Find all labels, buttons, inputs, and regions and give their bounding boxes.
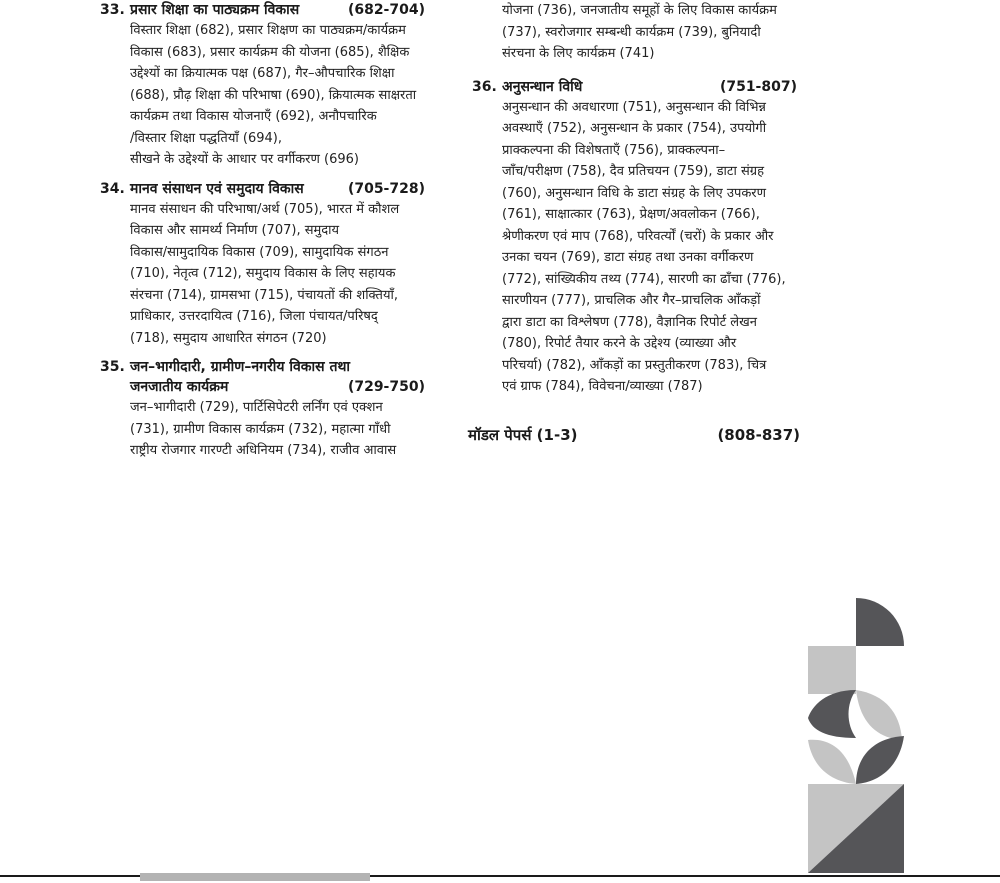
description-line: प्राक्कल्पना की विशेषताएँ (756), प्राक्कल्पना– <box>502 142 726 158</box>
entry-number: 35. <box>100 359 125 375</box>
entry-page-range: (682-704) <box>347 2 425 18</box>
description-line: (710), नेतृत्व (712), समुदाय विकास के लिए सहायक <box>130 266 396 281</box>
dark-leaf-lower <box>856 736 904 784</box>
light-leaf-lower <box>808 740 856 784</box>
model-papers-entry[interactable] <box>468 424 800 446</box>
description-line: (761), साक्षात्कार (763), प्रेक्षण/अवलोकन (766), <box>502 207 760 222</box>
description-line: (737), स्वरोजगार सम्बन्धी कार्यक्रम (739), बुनियादी <box>502 24 761 40</box>
description-line: (731), ग्रामीण विकास कार्यक्रम (732), महात्मा गाँधी <box>130 421 391 437</box>
entry-heading[interactable] <box>100 179 445 199</box>
description-line: (718), समुदाय आधारित संगठन (720) <box>130 330 327 346</box>
description-line: द्वारा डाटा का विश्लेषण (778), वैज्ञानिक रिपोर्ट लेखन <box>502 314 757 330</box>
description-line: संरचना (714), ग्रामसभा (715), पंचायतों की शक्तियाँ, <box>130 287 398 303</box>
description-line: विकास और सामर्थ्य निर्माण (707), समुदाय <box>130 223 340 238</box>
description-line: (760), अनुसन्धान विधि के डाटा संग्रह के लिए उपकरण <box>502 185 767 201</box>
left-column <box>100 0 445 470</box>
description-line: अवस्थाएँ (752), अनुसन्धान के प्रकार (754), उपयोगी <box>502 121 767 136</box>
description-line: विकास (683), प्रसार कार्यक्रम की योजना (685), शैक्षिक <box>130 44 410 60</box>
model-papers-title: मॉडल पेपर्स (1-3) <box>468 426 578 444</box>
dark-quarter-circle <box>856 598 904 646</box>
entry-heading[interactable] <box>472 77 817 97</box>
entry-page-range: (729-750) <box>347 379 425 395</box>
entry-title: प्रसार शिक्षा का पाठ्यक्रम विकास <box>130 2 300 18</box>
toc-entry-34 <box>100 179 445 350</box>
description-line: श्रेणीकरण एवं माप (768), परिवर्त्यों (चरों) के प्रकार और <box>502 228 774 244</box>
description-line: परिचर्या) (782), आँकड़ों का प्रस्तुतीकरण (783), चित्र <box>502 357 767 373</box>
description-line: संरचना के लिए कार्यक्रम (741) <box>502 46 655 61</box>
description-line: विस्तार शिक्षा (682), प्रसार शिक्षण का पाठ्यक्रम/कार्यक्रम <box>130 23 406 38</box>
entry-title: मानव संसाधन एवं समुदाय विकास <box>130 180 304 197</box>
entry-heading[interactable] <box>100 0 445 20</box>
description-line: जन–भागीदारी (729), पार्टिसिपेटरी लर्निंग एवं एक्शन <box>130 400 383 415</box>
description-line: (688), प्रौढ़ शिक्षा की परिभाषा (690), क्रियात्मक साक्षरता <box>130 87 417 103</box>
entry-heading[interactable] <box>100 357 445 397</box>
entry-title: जन–भागीदारी, ग्रामीण–नगरीय विकास तथा <box>130 359 351 375</box>
description-line: (772), सांख्यिकीय तथ्य (774), सारणी का ढाँचा (776), <box>502 271 786 287</box>
toc-entry-33 <box>100 0 445 171</box>
description-line: उनका चयन (769), डाटा संग्रह तथा उनका वर्गीकरण <box>502 250 754 265</box>
description-line: प्राधिकार, उत्तरदायित्व (716), जिला पंचायत/परिषद् <box>130 309 378 324</box>
description-line: कार्यक्रम तथा विकास योजनाएँ (692), अनौपचारिक <box>130 109 377 124</box>
entry-number: 33. <box>100 2 125 18</box>
entry-number: 34. <box>100 180 125 197</box>
entry-number: 36. <box>472 78 497 95</box>
description-line: अनुसन्धान की अवधारणा (751), अनुसन्धान की विभिन्न <box>502 99 766 115</box>
entry-page-range: (751-807) <box>719 78 797 95</box>
toc-entry-36 <box>472 77 817 398</box>
dark-leaf <box>808 690 856 738</box>
description-line: विकास/सामुदायिक विकास (709), सामुदायिक संगठन <box>130 244 389 260</box>
description-line: सीखने के उद्देश्यों के आधार पर वर्गीकरण (696) <box>130 152 359 167</box>
description-line: योजना (736), जनजातीय समूहों के लिए विकास कार्यक्रम <box>502 3 777 18</box>
right-column <box>472 0 817 406</box>
entry-description <box>130 199 445 350</box>
entry-title-line-2: जनजातीय कार्यक्रम <box>130 379 229 395</box>
model-papers-page-range: (808-837) <box>717 426 800 444</box>
entry-35-continuation <box>502 0 817 65</box>
description-line: /विस्तार शिक्षा पद्धतियाँ (694), <box>130 130 282 146</box>
light-leaf <box>856 690 902 740</box>
description-line: राष्ट्रीय रोजगार गारण्टी अधिनियम (734), राजीव आवास <box>130 443 397 458</box>
entry-description <box>130 397 445 462</box>
entry-description <box>130 20 445 171</box>
entry-page-range: (705-728) <box>347 180 425 197</box>
description-line: मानव संसाधन की परिभाषा/अर्थ (705), भारत में कौशल <box>130 201 400 217</box>
entry-title: अनुसन्धान विधि <box>502 78 583 95</box>
entry-description <box>502 97 817 398</box>
description-line: जाँच/परीक्षण (758), दैव प्रतिचयन (759), डाटा संग्रह <box>502 164 764 179</box>
description-line: सारणीयन (777), प्राचलिक और गैर–प्राचलिक आँकड़ों <box>502 293 761 308</box>
light-square <box>808 646 856 694</box>
description-line: एवं ग्राफ (784), विवेचना/व्याख्या (787) <box>502 379 703 394</box>
description-line: (780), रिपोर्ट तैयार करने के उद्देश्य (व्याख्या और <box>502 336 737 351</box>
decorative-geometric-graphic <box>808 598 904 873</box>
description-line: उद्देश्यों का क्रियात्मक पक्ष (687), गैर–औपचारिक शिक्षा <box>130 66 395 81</box>
toc-entry-35 <box>100 357 445 462</box>
bottom-accent-bar <box>140 873 370 881</box>
